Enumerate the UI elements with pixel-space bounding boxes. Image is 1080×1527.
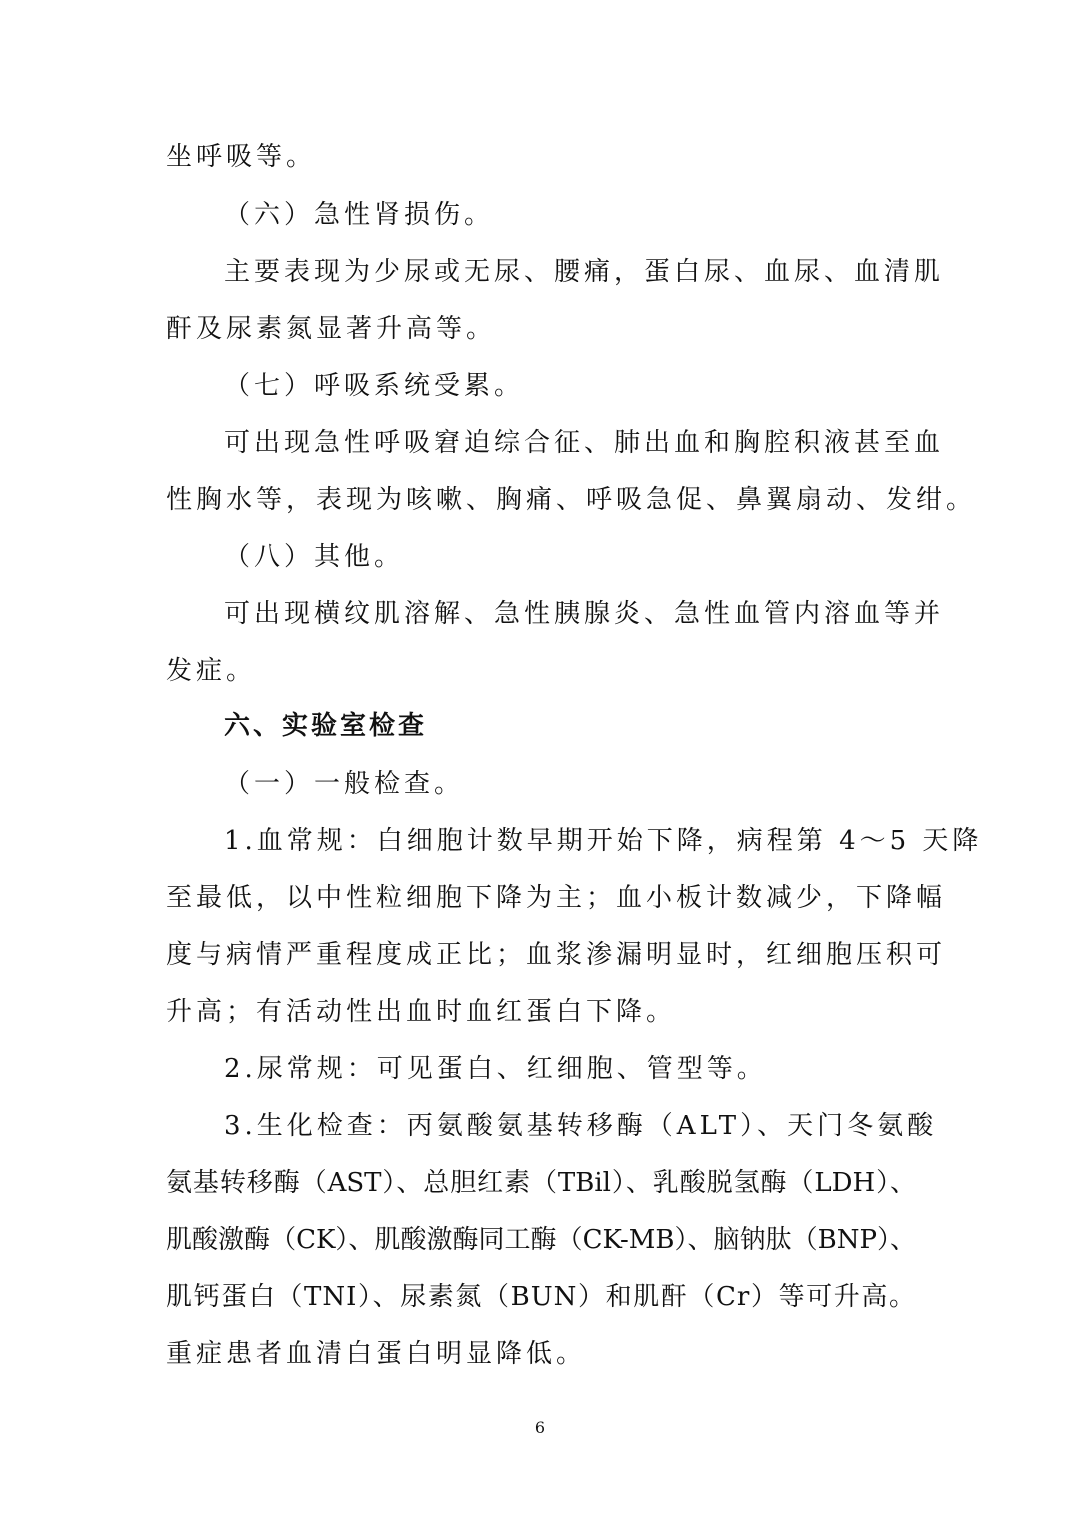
text-line: 氨基转移酶（AST）、总胆红素（TBil）、乳酸脱氢酶（LDH）、 <box>166 1168 916 1198</box>
text-line: 主要表现为少尿或无尿、腰痛，蛋白尿、血尿、血清肌 <box>224 257 945 287</box>
subsection-heading: （八）其他。 <box>224 542 405 572</box>
text-line: 可出现急性呼吸窘迫综合征、肺出血和胸腔积液甚至血 <box>224 428 945 458</box>
text-line: 坐呼吸等。 <box>166 142 317 172</box>
text-line: 肌钙蛋白（TNI）、尿素氮（BUN）和肌酐（Cr）等可升高。 <box>166 1282 916 1312</box>
page-number: 6 <box>534 1418 546 1437</box>
text-line: 1.血常规：白细胞计数早期开始下降，病程第 4～5 天降 <box>224 826 983 856</box>
text-line: 肌酸激酶（CK）、肌酸激酶同工酶（CK-MB）、脑钠肽（BNP）、 <box>166 1225 916 1255</box>
section-heading: 六、实验室检查 <box>224 711 428 741</box>
text-line: 升高；有活动性出血时血红蛋白下降。 <box>166 997 677 1027</box>
subsection-heading: （一）一般检查。 <box>224 769 465 799</box>
subsection-heading: （六）急性肾损伤。 <box>224 200 495 230</box>
text-line: 2.尿常规：可见蛋白、红细胞、管型等。 <box>224 1054 767 1084</box>
subsection-heading: （七）呼吸系统受累。 <box>224 371 525 401</box>
text-line: 酐及尿素氮显著升高等。 <box>166 314 497 344</box>
text-line: 性胸水等，表现为咳嗽、胸痛、呼吸急促、鼻翼扇动、发绀。 <box>166 485 977 515</box>
text-line: 可出现横纹肌溶解、急性胰腺炎、急性血管内溶血等并 <box>224 599 945 629</box>
text-line: 重症患者血清白蛋白明显降低。 <box>166 1339 587 1369</box>
text-line: 度与病情严重程度成正比；血浆渗漏明显时，红细胞压积可 <box>166 940 947 970</box>
text-line: 3.生化检查：丙氨酸氨基转移酶（ALT）、天门冬氨酸 <box>224 1111 938 1141</box>
text-line: 至最低，以中性粒细胞下降为主；血小板计数减少，下降幅 <box>166 883 947 913</box>
text-line: 发症。 <box>166 656 257 686</box>
